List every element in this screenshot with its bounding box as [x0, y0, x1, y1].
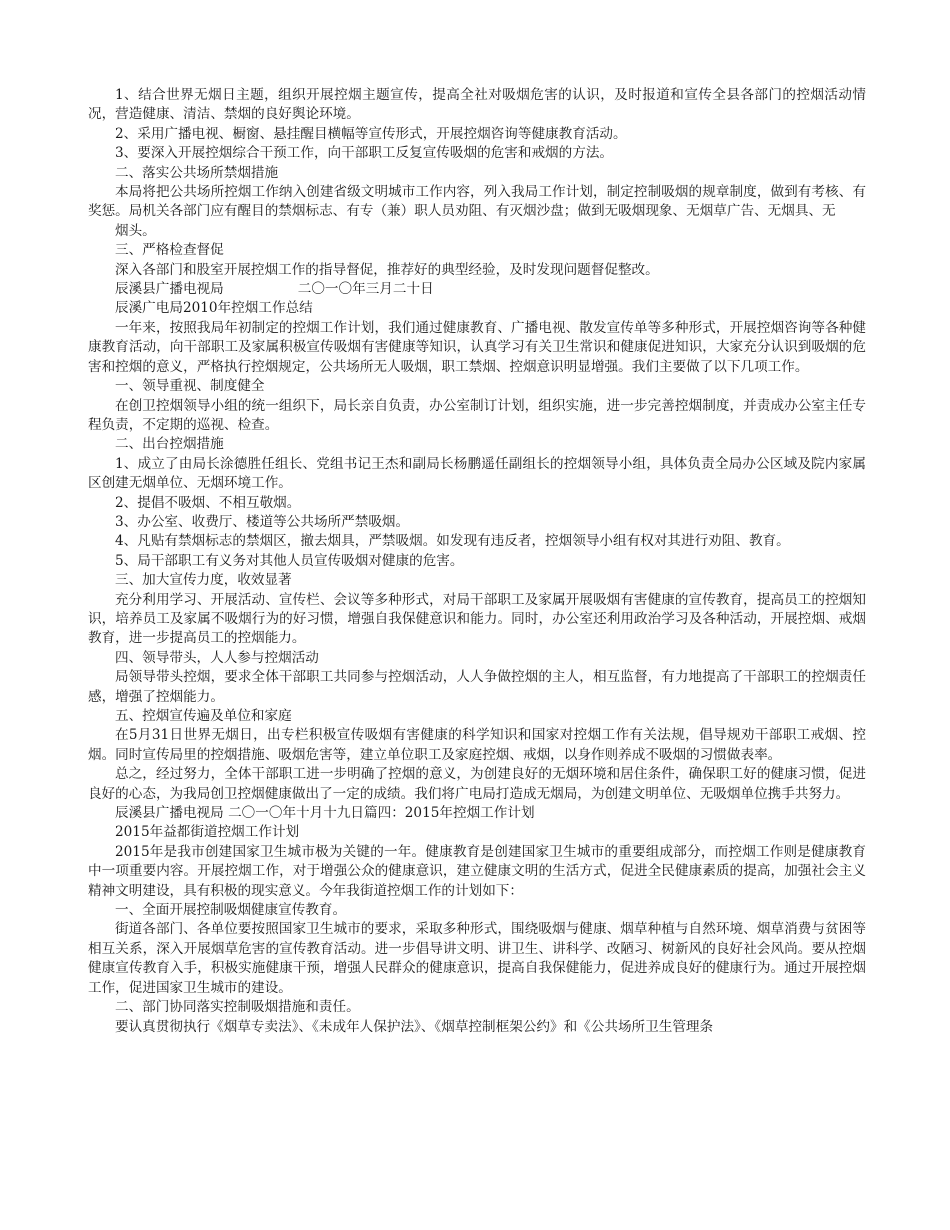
- paragraph: 在5月31日世界无烟日，出专栏积极宣传吸烟有害健康的科学知识和国家对控烟工作有关法规，倡导规劝干部职工戒烟、控烟。同时宣传局里的控烟措施、吸烟危害等，建立单位职工及家庭控烟、戒烟，以身作则养成不吸烟的习惯做表率。: [88, 727, 866, 763]
- paragraph: 一年来，按照我局年初制定的控烟工作计划，我们通过健康教育、广播电视、散发宣传单等多种形式，开展控烟咨询等各种健康教育活动，向干部职工及家属积极宣传吸烟有害健康等知识，认真学习有关卫生常识和健康促进知识，大家充分认识到吸烟的危害和控烟的意义，严格执行控烟规定，公共场所无人吸烟，职工禁烟、控烟意识明显增强。我们主要做了以下几项工作。: [88, 319, 866, 375]
- paragraph: 总之，经过努力，全体干部职工进一步明确了控烟的意义，为创建良好的无烟环境和居住条件，确保职工好的健康习惯，促进良好的心态，为我局创卫控烟健康做出了一定的成绩。我们将广电局打造成无烟局，为创建文明单位、无吸烟单位携手共努力。: [88, 766, 866, 802]
- paragraph: 2、采用广播电视、橱窗、悬挂醒目横幅等宣传形式，开展控烟咨询等健康教育活动。: [115, 125, 627, 142]
- section-heading: 三、严格检查督促: [115, 242, 224, 259]
- paragraph: 2、提倡不吸烟、不相互敬烟。: [115, 494, 301, 511]
- section-heading: 一、全面开展控制吸烟健康宣传教育。: [115, 902, 347, 919]
- document-body: [88, 86, 866, 1037]
- paragraph: 5、局干部职工有义务对其他人员宣传吸烟对健康的危害。: [115, 552, 464, 569]
- paragraph: 充分利用学习、开展活动、宣传栏、会议等多种形式，对局干部职工及家属开展吸烟有害健康的宣传教育，提高员工的控烟知识，培养员工及家属不吸烟行为的好习惯，增强自我保健意识和能力。同时，办公室还利用政治学习及各种活动，开展控烟、戒烟教育，进一步提高员工的控烟能力。: [88, 591, 866, 647]
- section-heading: 五、控烟宣传遍及单位和家庭: [115, 708, 292, 724]
- paragraph: 局领导带头控烟，要求全体干部职工共同参与控烟活动，人人争做控烟的主人，相互监督，有力地提高了干部职工的控烟责任感，增强了控烟能力。: [88, 669, 866, 705]
- paragraph: 1、成立了由局长涂德胜任组长、党组书记王杰和副局长杨鹏遥任副组长的控烟领导小组，具体负责全局办公区域及院内家属区创建无烟单位、无烟环境工作。: [88, 455, 866, 492]
- paragraph: 烟头。: [115, 222, 156, 239]
- section-heading: 二、落实公共场所禁烟措施: [115, 164, 279, 181]
- signature-line: [88, 280, 866, 299]
- paragraph: 4、凡贴有禁烟标志的禁烟区，撤去烟具，严禁吸烟。如发现有违反者，控烟领导小组有权对其进行劝阻、教育。: [115, 533, 790, 550]
- paragraph: 3、要深入开展控烟综合干预工作，向干部职工反复宣传吸烟的危害和戒烟的方法。: [115, 145, 614, 162]
- paragraph: 1、结合世界无烟日主题，组织开展控烟主题宣传，提高全社对吸烟危害的认识，及时报道和宣传全县各部门的控烟活动情况，营造健康、清洁、禁烟的良好舆论环境。: [88, 87, 866, 123]
- section-heading: 一、领导重视、制度健全: [115, 378, 265, 395]
- paragraph: 2015年是我市创建国家卫生城市极为关键的一年。健康教育是创建国家卫生城市的重要组成部分，而控烟工作则是健康教育中一项重要内容。开展控烟工作，对于增强公众的健康意识，建立健康文明的生活方式，促进全民健康素质的提高，加强社会主义精神文明建设，具有积极的现实意义。今年我街道控烟工作的计划如下：: [88, 843, 866, 899]
- signature-date: 二〇一〇年三月二十日: [297, 281, 434, 298]
- paragraph: 在创卫控烟领导小组的统一组织下，局长亲自负责，办公室制订计划，组织实施，进一步完善控烟制度，并责成办公室主任专程负责，不定期的巡视、检查。: [88, 397, 866, 433]
- paragraph: 3、办公室、收费厅、楼道等公共场所严禁吸烟。: [115, 513, 410, 530]
- signature-org: 辰溪县广播电视局: [115, 281, 224, 298]
- paragraph: 深入各部门和股室开展控烟工作的指导督促，推荐好的典型经验，及时发现问题督促整改。: [115, 261, 659, 278]
- signature-line: 辰溪县广播电视局 二〇一〇年十月十九日篇四：2015年控烟工作计划: [115, 805, 535, 822]
- section-heading: 四、领导带头，人人参与控烟活动: [115, 649, 319, 666]
- paragraph: 街道各部门、各单位要按照国家卫生城市的要求，采取多种形式，围绕吸烟与健康、烟草种植与自然环境、烟草消费与贫困等相互关系，深入开展烟草危害的宣传教育活动。进一步倡导讲文明、讲卫生、讲科学、改陋习、树新风的良好社会风尚。要从控烟健康宣传教育入手，积极实施健康干预，增强人民群众的健康意识，提高自我保健能力，促进养成良好的健康行为。通过开展控烟工作，促进国家卫生城市的建设。: [88, 921, 866, 996]
- section-heading: 三、加大宣传力度，收效显著: [115, 572, 292, 589]
- section-heading: 二、出台控烟措施: [115, 436, 224, 453]
- document-title: 辰溪广电局2010年控烟工作总结: [115, 300, 313, 317]
- paragraph: 要认真贯彻执行《烟草专卖法》、《未成年人保护法》、《烟草控制框架公约》和《公共场所卫生管理条: [115, 1018, 714, 1035]
- paragraph: 本局将把公共场所控烟工作纳入创建省级文明城市工作内容，列入我局工作计划，制定控制吸烟的规章制度，做到有考核、有奖惩。局机关各部门应有醒目的禁烟标志、有专（兼）职人员劝阻、有灭烟沙盘；做到无吸烟现象、无烟草广告、无烟具、无: [88, 184, 866, 220]
- section-heading: 二、部门协同落实控制吸烟措施和责任。: [115, 999, 360, 1016]
- document-title: 2015年益都街道控烟工作计划: [115, 824, 300, 841]
